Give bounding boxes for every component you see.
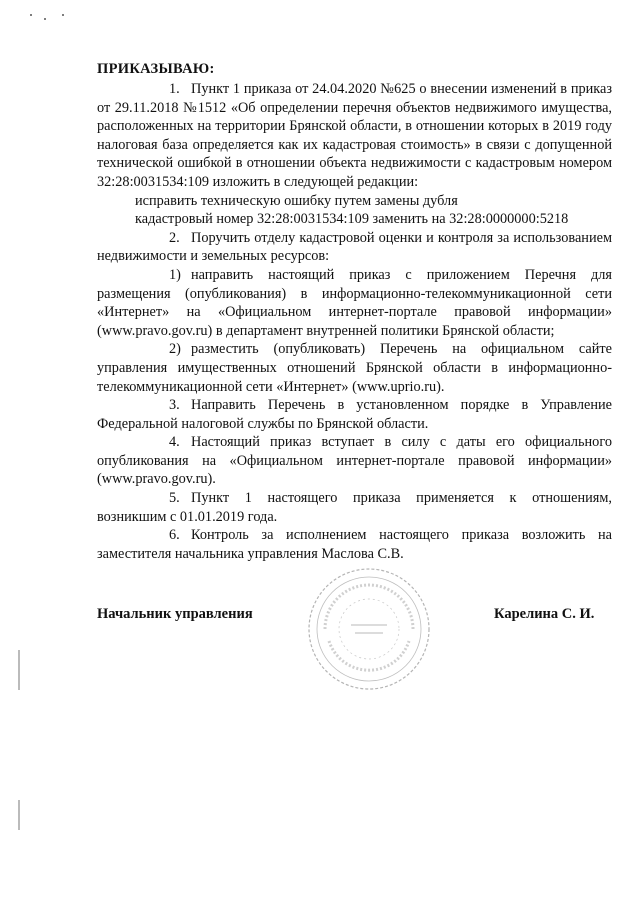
- document-body: [97, 80, 612, 563]
- scan-edge-mark: [18, 650, 20, 690]
- scan-speck: [62, 14, 64, 16]
- signature-position: Начальник управления: [97, 606, 253, 622]
- item-1-line-b: кадастровый номер 32:28:0031534:109 заменить на 32:28:0000000:5218: [135, 211, 569, 228]
- item-6: 6. Контроль за исполнением настоящего приказа возложить на заместителя начальника управления Маслова С.В.: [97, 527, 612, 562]
- item-2-sub-2: 2) разместить (опубликовать) Перечень на официальном сайте управления имущественных отношений Брянской области в информационно-телекоммуникационной сети «Интернет» (www.uprio.ru).: [97, 341, 612, 395]
- scan-speck: [30, 14, 32, 16]
- signature-name: Карелина С. И.: [494, 606, 595, 622]
- scan-speck: [44, 18, 46, 20]
- item-1-line-a: исправить техническую ошибку путем замены дубля: [135, 192, 458, 209]
- item-3: 3. Направить Перечень в установленном порядке в Управление Федеральной налоговой службы по Брянской области.: [97, 397, 612, 432]
- scan-edge-mark: [18, 800, 20, 830]
- item-2: 2. Поручить отделу кадастровой оценки и контроля за использованием недвижимости и земельных ресурсов:: [97, 229, 612, 265]
- item-1: 1. Пункт 1 приказа от 24.04.2020 №625 о внесении изменений в приказ от 29.11.2018 №1512 «Об определении перечня объектов недвижимого имущества, расположенных на территории Брянской области, в отношении которых в 2019 году налоговая база определяется как их кадастровая стоимость» в связи с допущенной технической ошибкой в отношении объекта недвижимости с кадастровым номером 32:28:0031534:109 изложить в следующей редакции:: [97, 81, 612, 190]
- seal-stamp: [305, 565, 433, 693]
- item-4: 4. Настоящий приказ вступает в силу с даты его официального опубликования на «Официальном интернет-портале правовой информации» (www.pravo.gov.ru).: [97, 434, 612, 488]
- item-5: 5. Пункт 1 настоящего приказа применяется к отношениям, возникшим с 01.01.2019 года.: [97, 490, 612, 525]
- item-2-sub-1: 1) направить настоящий приказ с приложением Перечня для размещения (опубликования) в информационно-телекоммуникационной сети «Интернет» на «Официальном интернет-портале правовой информации» (www.pravo.gov.ru) в департамент внутренней политики Брянской области;: [97, 266, 612, 339]
- order-heading: ПРИКАЗЫВАЮ:: [97, 61, 215, 77]
